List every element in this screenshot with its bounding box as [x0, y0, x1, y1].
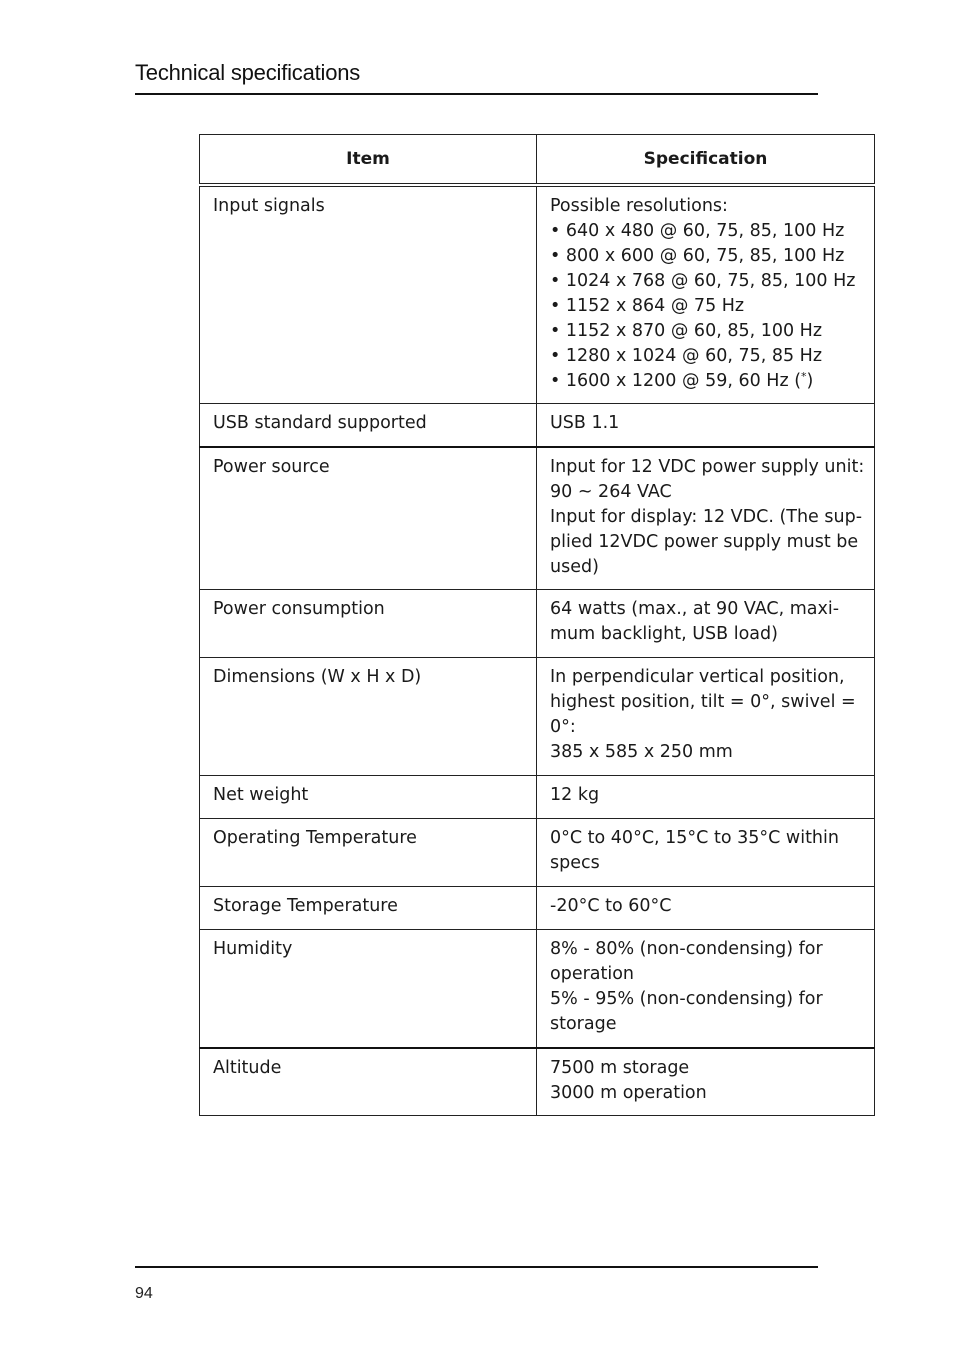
spec-line: Input for 12 VDC power supply unit:	[550, 456, 865, 477]
spec-line: 64 watts (max., at 90 VAC, maxi-	[550, 599, 840, 619]
table-row	[200, 185, 875, 404]
spec-line: Input for display: 12 VDC. (The sup-	[550, 506, 863, 527]
spec-cell	[537, 590, 875, 658]
spec-line-text: • 1600 x 1200 @ 59, 60 Hz (	[550, 371, 802, 391]
table-row	[200, 887, 875, 930]
spec-cell	[537, 447, 875, 590]
footer-rule	[135, 1266, 818, 1268]
page-number: 94	[135, 1285, 153, 1302]
table-row	[200, 447, 875, 590]
specifications-table	[199, 134, 875, 1116]
spec-line-with-footnote	[550, 369, 862, 394]
item-cell: Power source	[200, 447, 537, 590]
spec-line: • 1152 x 864 @ 75 Hz	[550, 296, 745, 316]
spec-line: • 1152 x 870 @ 60, 85, 100 Hz	[550, 321, 823, 341]
item-cell: Storage Temperature	[200, 887, 537, 930]
spec-line: 8% - 80% (non-condensing) for	[550, 939, 823, 959]
table-row	[200, 658, 875, 776]
header-rule	[135, 93, 818, 95]
item-cell: Dimensions (W x H x D)	[200, 658, 537, 776]
spec-line: USB 1.1	[550, 413, 620, 433]
spec-cell	[537, 185, 875, 404]
spec-line: storage	[550, 1014, 617, 1034]
item-cell: USB standard supported	[200, 404, 537, 447]
item-cell: Input signals	[200, 185, 537, 404]
spec-line: 7500 m storage	[550, 1057, 690, 1078]
spec-line: 0°C to 40°C, 15°C to 35°C within	[550, 828, 839, 848]
spec-cell	[537, 819, 875, 887]
item-cell: Operating Temperature	[200, 819, 537, 887]
item-cell: Humidity	[200, 930, 537, 1048]
spec-cell	[537, 1048, 875, 1116]
table-row	[200, 404, 875, 447]
spec-line-tail: )	[806, 371, 814, 391]
item-cell: Altitude	[200, 1048, 537, 1116]
spec-cell	[537, 887, 875, 930]
spec-line: • 640 x 480 @ 60, 75, 85, 100 Hz	[550, 221, 845, 241]
spec-line: • 1280 x 1024 @ 60, 75, 85 Hz	[550, 346, 823, 366]
table-row	[200, 819, 875, 887]
spec-line: mum backlight, USB load)	[550, 624, 778, 644]
spec-line: specs	[550, 853, 600, 873]
spec-line: plied 12VDC power supply must be	[550, 531, 859, 552]
item-cell: Net weight	[200, 776, 537, 819]
column-header-item: Item	[200, 135, 537, 186]
spec-line: 385 x 585 x 250 mm	[550, 742, 733, 762]
item-cell: Power consumption	[200, 590, 537, 658]
running-head-title: Technical specifications	[135, 60, 361, 85]
spec-line: • 1024 x 768 @ 60, 75, 85, 100 Hz	[550, 271, 856, 291]
spec-cell	[537, 776, 875, 819]
spec-cell	[537, 658, 875, 776]
table-header-row	[200, 135, 875, 186]
spec-cell	[537, 930, 875, 1048]
spec-line: -20°C to 60°C	[550, 896, 672, 916]
column-header-specification: Specification	[537, 135, 875, 186]
spec-line: 90 ~ 264 VAC	[550, 481, 672, 502]
footnote-marker: *	[801, 370, 807, 383]
spec-line: 12 kg	[550, 785, 600, 805]
spec-cell	[537, 404, 875, 447]
spec-line: Possible resolutions:	[550, 196, 728, 216]
table-row	[200, 590, 875, 658]
spec-line: 3000 m operation	[550, 1082, 707, 1103]
spec-line: highest position, tilt = 0°, swivel =	[550, 692, 856, 712]
table-row	[200, 930, 875, 1048]
spec-line: In perpendicular vertical position,	[550, 667, 845, 687]
spec-line: used)	[550, 556, 599, 577]
spec-line: • 800 x 600 @ 60, 75, 85, 100 Hz	[550, 246, 845, 266]
spec-line: 0°:	[550, 717, 576, 737]
spec-line: operation	[550, 964, 635, 984]
table-row	[200, 776, 875, 819]
spec-line: 5% - 95% (non-condensing) for	[550, 989, 823, 1009]
table-row	[200, 1048, 875, 1116]
